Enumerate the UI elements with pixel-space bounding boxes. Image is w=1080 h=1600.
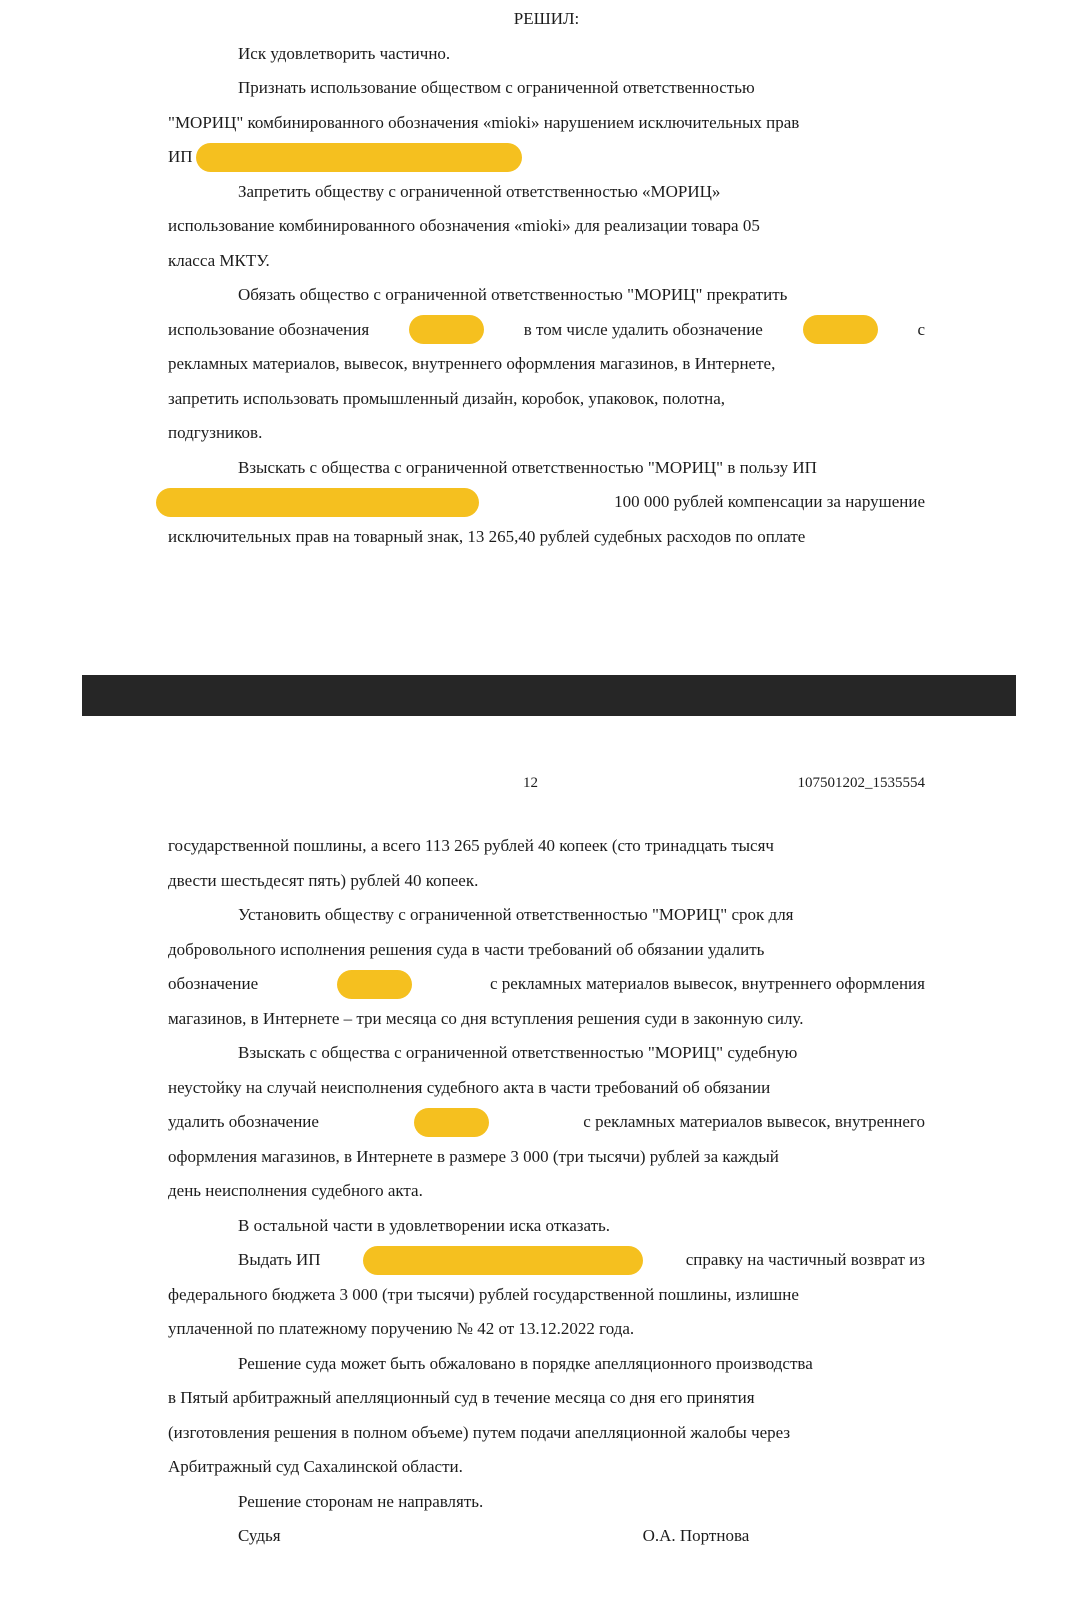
paragraph-line: использование обозначения в том числе удалить обозначение с: [168, 313, 925, 348]
paragraph-line: Выдать ИП справку на частичный возврат из: [168, 1243, 925, 1278]
paragraph-line: добровольного исполнения решения суда в части требований об обязании удалить: [168, 939, 765, 959]
paragraph-line: Решение суда может быть обжаловано в порядке апелляционного производства: [238, 1353, 813, 1373]
paragraph-line: Обязать общество с ограниченной ответственностью "МОРИЦ" прекратить: [238, 285, 788, 305]
paragraph-line: использование комбинированного обозначения «mioki» для реализации товара 05: [168, 216, 760, 236]
paragraph-line: 100 000 рублей компенсации за нарушение: [168, 485, 925, 520]
paragraph-line: государственной пошлины, а всего 113 265 рублей 40 копеек (сто тринадцать тысяч: [168, 836, 774, 856]
paragraph-line: ИП: [168, 140, 925, 175]
judge-label: Судья: [238, 1526, 281, 1545]
paragraph-line: уплаченной по платежному поручению № 42 от 13.12.2022 года.: [168, 1319, 635, 1339]
paragraph-line: обозначение с рекламных материалов вывесок, внутреннего оформления: [168, 967, 925, 1002]
paragraph-line: "МОРИЦ" комбинированного обозначения «mioki» нарушением исключительных прав: [168, 112, 800, 132]
paragraph-line: Запретить обществу с ограниченной ответственностью «МОРИЦ»: [238, 181, 721, 201]
paragraph-line: Признать использование обществом с ограниченной ответственностью: [238, 78, 755, 98]
paragraph-line: рекламных материалов, вывесок, внутреннего оформления магазинов, в Интернете,: [168, 354, 776, 374]
paragraph: Решение сторонам не направлять.: [238, 1491, 484, 1511]
redaction-mark: [414, 1108, 489, 1137]
redaction-mark: [196, 143, 522, 172]
paragraph-line: день неисполнения судебного акта.: [168, 1181, 423, 1201]
paragraph-line: оформления магазинов, в Интернете в размере 3 000 (три тысячи) рублей за каждый: [168, 1146, 779, 1166]
paragraph-line: подгузников.: [168, 423, 263, 443]
paragraph-line: Установить обществу с ограниченной ответственностью "МОРИЦ" срок для: [238, 905, 794, 925]
document-page-top: [168, 2, 925, 554]
document-id: 107501202_1535554: [797, 775, 925, 791]
paragraph-line: Взыскать с общества с ограниченной ответственностью "МОРИЦ" судебную: [238, 1043, 798, 1063]
document-page-bottom: [168, 829, 925, 1553]
paragraph-line: класса МКТУ.: [168, 250, 270, 270]
redaction-mark: [803, 315, 878, 344]
paragraph: Иск удовлетворить частично.: [238, 43, 451, 63]
paragraph-line: в Пятый арбитражный апелляционный суд в течение месяца со дня его принятия: [168, 1388, 755, 1408]
decision-heading: РЕШИЛ:: [513, 9, 580, 29]
paragraph-line: исключительных прав на товарный знак, 13 265,40 рублей судебных расходов по оплате: [168, 526, 806, 546]
paragraph-line: неустойку на случай неисполнения судебного акта в части требований об обязании: [168, 1077, 771, 1097]
paragraph-line: Арбитражный суд Сахалинской области.: [168, 1457, 463, 1477]
page-number: 12: [523, 775, 538, 791]
paragraph-line: удалить обозначение с рекламных материалов вывесок, внутреннего: [168, 1105, 925, 1140]
paragraph: В остальной части в удовлетворении иска отказать.: [238, 1215, 611, 1235]
redaction-mark: [409, 315, 484, 344]
paragraph-line: двести шестьдесят пять) рублей 40 копеек.: [168, 870, 479, 890]
page-header: [168, 775, 925, 799]
judge-name: О.А. Портнова: [642, 1526, 750, 1545]
redaction-mark: [363, 1246, 643, 1275]
paragraph-line: магазинов, в Интернете – три месяца со дня вступления решения суди в законную силу.: [168, 1008, 804, 1028]
signature-line: [168, 1519, 925, 1553]
paragraph-line: запретить использовать промышленный дизайн, коробок, упаковок, полотна,: [168, 388, 726, 408]
redaction-mark: [337, 970, 412, 999]
paragraph-line: Взыскать с общества с ограниченной ответственностью "МОРИЦ" в пользу ИП: [238, 457, 817, 477]
paragraph-line: (изготовления решения в полном объеме) путем подачи апелляционной жалобы через: [168, 1422, 791, 1442]
page-break-divider: [82, 675, 1016, 716]
redaction-mark: [156, 488, 479, 517]
paragraph-line: федерального бюджета 3 000 (три тысячи) рублей государственной пошлины, излишне: [168, 1284, 799, 1304]
